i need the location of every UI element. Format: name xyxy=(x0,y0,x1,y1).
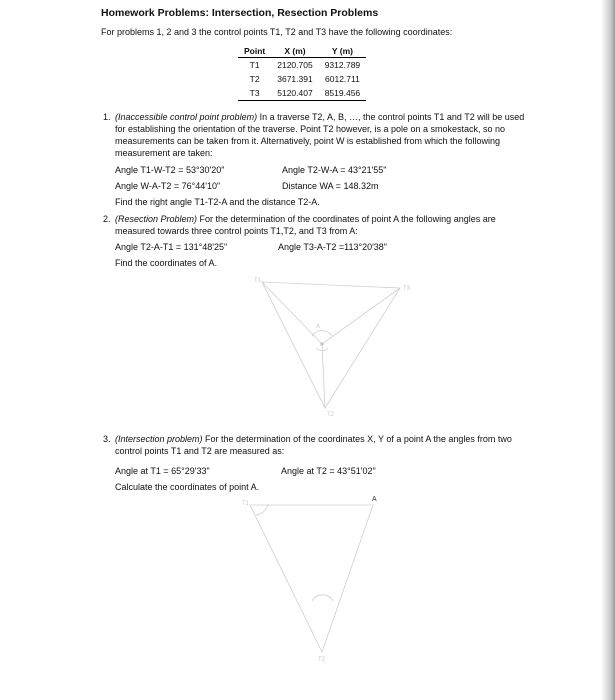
problem-3-measure-2: Angle at T2 = 43°51'02" xyxy=(281,466,376,476)
table-cell: T3 xyxy=(238,86,271,101)
table-header: Y (m) xyxy=(319,45,366,58)
label-t1: T1 xyxy=(254,278,262,284)
label-t2-intersection: T2 xyxy=(318,657,326,663)
problem-1-number: 1. xyxy=(103,112,111,122)
problem-2-number: 2. xyxy=(103,214,111,224)
resection-ray-t2 xyxy=(322,344,325,408)
table-cell: 2120.705 xyxy=(277,60,313,70)
problem-2-body: For the determination of the coordinates of point A the following angles are measured towards three control points T1,T2, and T3 from A: xyxy=(115,214,496,236)
label-a: A xyxy=(316,324,321,330)
point-a-marker xyxy=(321,343,324,346)
table-header: Point xyxy=(238,45,271,58)
resection-ray-t3 xyxy=(322,288,400,344)
problem-3-find: Calculate the coordinates of point A. xyxy=(115,482,260,492)
problem-2-measure-2: Angle T3-A-T2 =113°20'38" xyxy=(278,242,387,252)
table-cell: 9312.789 xyxy=(324,60,361,70)
problem-1-measure-4: Distance WA = 148.32m xyxy=(282,181,379,191)
problem-1-label: (Inaccessible control point problem) xyxy=(115,112,258,122)
problem-1-measure-2: Angle T2-W-A = 43°21'55" xyxy=(282,165,387,175)
label-a-intersection: A xyxy=(372,496,377,503)
problem-1-body: In a traverse T2, A, B, …, the control points T1 and T2 will be used for establishing the orientation of the traverse. Point T2 however, is a pole on a smokestack, so no measurements can be taken from it. Alternatively, point W is established from which the following measurement are taken: xyxy=(115,112,525,158)
table-cell: 5120.407 xyxy=(271,86,318,101)
table-cell: 8519.456 xyxy=(319,86,366,101)
label-t3: T3 xyxy=(403,286,411,292)
intro-text: For problems 1, 2 and 3 the control points T1, T2 and T3 have the following coordinates: xyxy=(101,27,453,37)
page-title: Homework Problems: Intersection, Resection Problems xyxy=(101,7,379,19)
resection-angle-arc xyxy=(312,331,332,336)
table-cell: 6012.711 xyxy=(325,74,360,84)
problem-2-measure-1: Angle T2-A-T1 = 131°48'25" xyxy=(115,242,228,252)
angle-arc-t1 xyxy=(256,504,268,515)
angle-arc-t2 xyxy=(312,595,333,601)
intersection-triangle xyxy=(250,505,373,652)
resection-triangle xyxy=(262,282,400,408)
table-cell: T1 xyxy=(249,60,260,70)
table-cell: T2 xyxy=(249,74,260,84)
intersection-figure xyxy=(250,504,373,652)
problem-3-body: For the determination of the coordinates X, Y of a point A the angles from two control points T1 and T2 are measured as: xyxy=(115,434,512,456)
table-header: X (m) xyxy=(271,45,318,58)
problem-2-find: Find the coordinates of A. xyxy=(115,258,218,268)
label-t1-intersection: T1 xyxy=(242,501,250,507)
problem-1-measure-3: Angle W-A-T2 = 76°44'10" xyxy=(115,181,221,191)
problem-3-label: (Intersection problem) xyxy=(115,434,203,444)
problem-3-number: 3. xyxy=(103,434,111,444)
label-t2: T2 xyxy=(327,412,335,418)
problem-2-label: (Resection Problem) xyxy=(115,214,198,224)
problem-3-measure-1: Angle at T1 = 65°29'33" xyxy=(115,466,210,476)
problem-1-find: Find the right angle T1-T2-A and the distance T2-A. xyxy=(115,197,320,207)
problem-1-measure-1: Angle T1-W-T2 = 53°30'20" xyxy=(115,165,225,175)
resection-figure xyxy=(262,282,400,408)
table-cell: 3671.391 xyxy=(277,74,313,84)
